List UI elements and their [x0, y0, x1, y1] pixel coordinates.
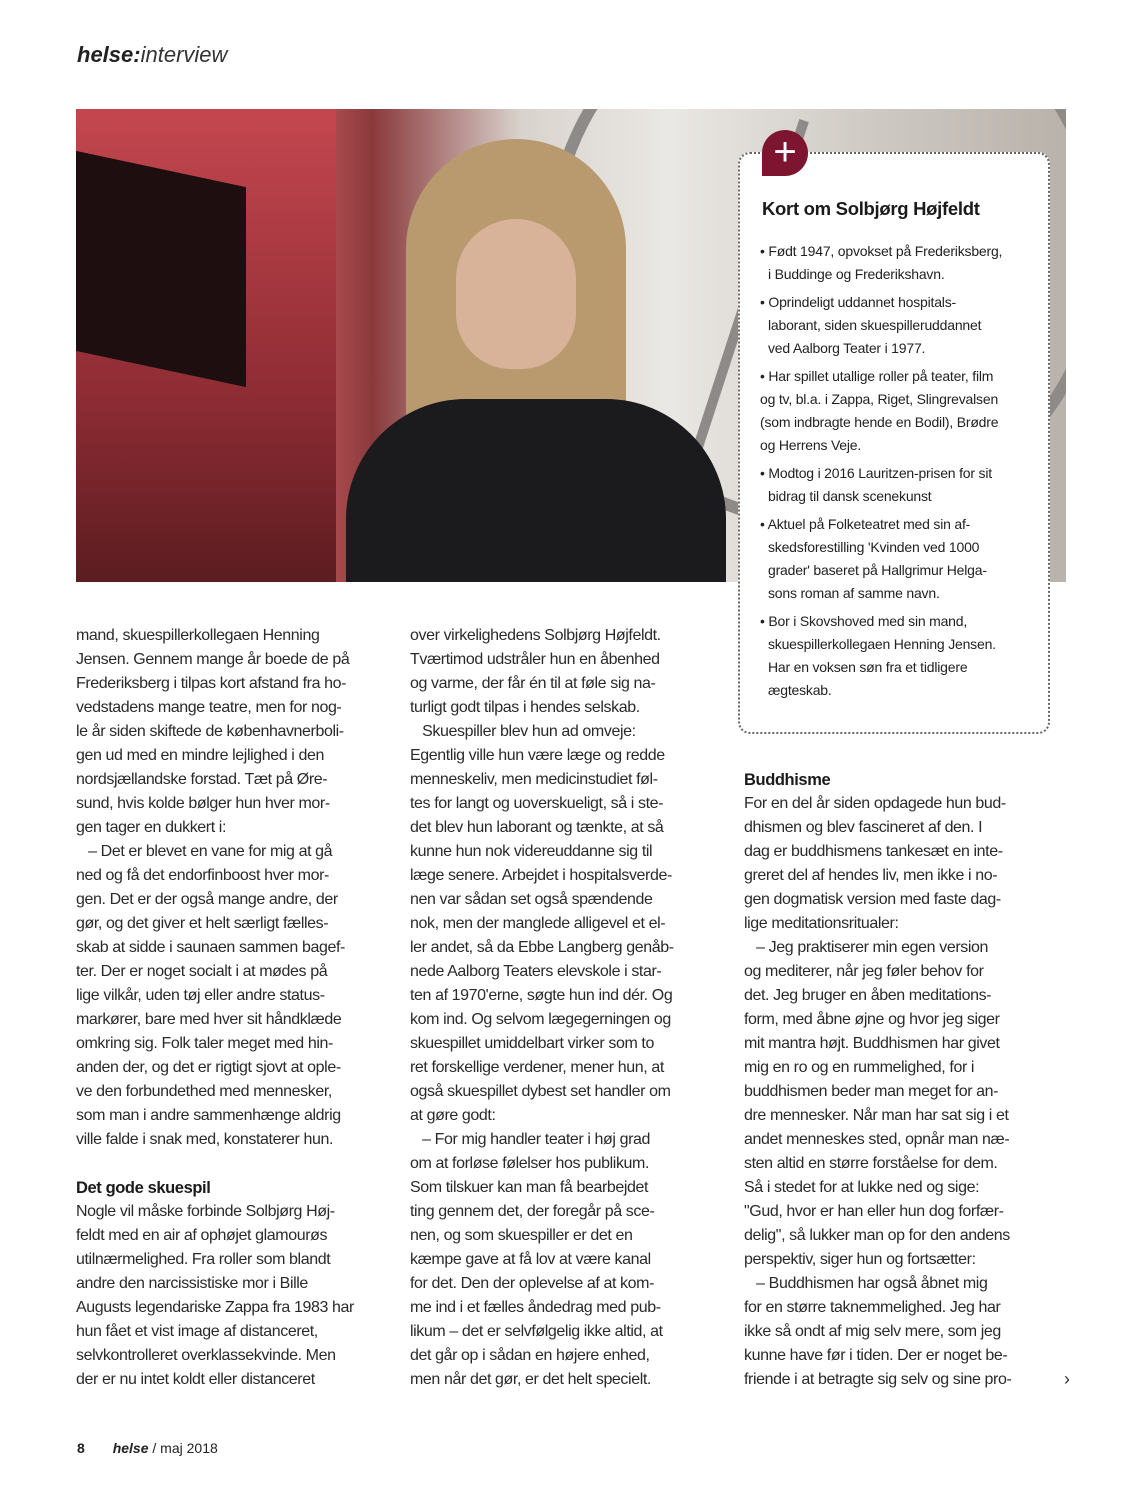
body-text-line: selvkontrolleret overklassekvinde. Men [76, 1347, 336, 1364]
fact-line: • Aktuel på Folketeatret med sin af- [760, 516, 971, 532]
fact-line: og tv, bl.a. i Zappa, Riget, Slingrevalsen [760, 391, 999, 407]
fact-item [760, 291, 1040, 360]
fact-item [760, 365, 1040, 457]
body-text-line: Skuespiller blev hun ad omveje: [410, 723, 636, 740]
body-text-line: me ind i et fælles åndedrag med pub- [410, 1299, 661, 1316]
column-2 [410, 624, 736, 1392]
chevron-right-icon: › [1064, 1369, 1070, 1389]
body-text-line: – Det er blevet en vane for mig at gå [76, 843, 333, 860]
body-text-line: ret forskellige verdener, mener hun, at [410, 1059, 664, 1076]
body-text-line: mand, skuespillerkollegaen Henning [76, 627, 320, 644]
body-text-line: hun fået et vist image af distanceret, [76, 1323, 318, 1340]
fact-line: • Født 1947, opvokset på Frederiksberg, [760, 243, 1003, 259]
body-text-line: andet menneskes sted, opnår man næ- [744, 1131, 1010, 1148]
subheading-buddhisme: Buddhisme [744, 771, 831, 789]
section-label: helse: [77, 42, 141, 67]
fact-line: • Modtog i 2016 Lauritzen-prisen for sit [760, 465, 992, 481]
body-text-line: likum – det er selvfølgelig ikke altid, at [410, 1323, 663, 1340]
body-text-line: dre mennesker. Når man har sat sig i et [744, 1107, 1009, 1124]
body-text-line: lige meditationsritualer: [744, 915, 899, 932]
subsection-label: interview [140, 42, 228, 67]
body-text-line: det. Jeg bruger en åben meditations- [744, 987, 992, 1004]
body-text-line: gen dogmatisk version med faste dag- [744, 891, 1001, 908]
subheading-det-gode-skuespil: Det gode skuespil [76, 1179, 211, 1197]
column-1 [76, 624, 402, 1392]
body-text-line: vedstadens mange teatre, men for nog- [76, 699, 342, 716]
body-text-line: Augusts legendariske Zappa fra 1983 har [76, 1299, 354, 1316]
body-text-line: Jensen. Gennem mange år boede de på [76, 651, 350, 668]
body-text-line: Så i stedet for at lukke ned og sige: [744, 1179, 980, 1196]
body-text-line: menneskeliv, men medicinstudiet føl- [410, 771, 658, 788]
body-text-line: over virkelighedens Solbjørg Højfeldt. [410, 627, 661, 644]
fact-line: i Buddinge og Frederikshavn. [768, 266, 945, 282]
body-text-line: omkring sig. Folk taler meget med hin- [76, 1035, 333, 1052]
body-text-line: andre den narcissistiske mor i Bille [76, 1275, 308, 1292]
body-text-line: Tværtimod udstråler hun en åbenhed [410, 651, 660, 668]
body-text-line: læge senere. Arbejdet i hospitalsverde- [410, 867, 672, 884]
body-text-line: dag er buddhismens tankesæt en inte- [744, 843, 1003, 860]
body-text-line: ve den forbundethed med mennesker, [76, 1083, 332, 1100]
fact-line: ægteskab. [768, 682, 832, 698]
body-text-line: mit mantra højt. Buddhismen har givet [744, 1035, 1000, 1052]
body-text-line: gør, og det giver et helt særligt fælles- [76, 915, 329, 932]
body-text-line: Egentlig ville hun være læge og redde [410, 747, 665, 764]
fact-line: grader' baseret på Hallgrimur Helga- [768, 562, 987, 578]
body-text-line: friende i at betragte sig selv og sine pro- [744, 1371, 1012, 1388]
fact-box [738, 152, 1050, 734]
fact-line: Har en voksen søn fra et tidligere [768, 659, 968, 675]
page-number: 8 [77, 1440, 85, 1456]
body-text-line: greret del af hendes liv, men ikke i no- [744, 867, 998, 884]
section-kicker [77, 42, 227, 68]
body-text-line: men når det gør, er det helt specielt. [410, 1371, 651, 1388]
fact-line: • Bor i Skovshoved med sin mand, [760, 613, 968, 629]
body-text-line: ler andet, så da Ebbe Langberg genåb- [410, 939, 674, 956]
body-text-line: kom ind. Og selvom lægegerningen og [410, 1011, 671, 1028]
footer-brand: helse [112, 1440, 149, 1456]
fact-line: skuespillerkollegaen Henning Jensen. [768, 636, 996, 652]
body-text-line: feldt med en air af ophøjet glamourøs [76, 1227, 328, 1244]
body-text-line: – For mig handler teater i høj grad [410, 1131, 651, 1148]
fact-line: sons roman af samme navn. [768, 585, 940, 601]
body-text-line: sund, hvis kolde bølger hun hver mor- [76, 795, 330, 812]
body-text-line: for en større taknemmelighed. Jeg har [744, 1299, 1001, 1316]
body-text-line: kunne have før i tiden. Der er noget be- [744, 1347, 1008, 1364]
body-text-line: form, med åbne øjne og hvor jeg siger [744, 1011, 1000, 1028]
body-text-line: der er nu intet koldt eller distanceret [76, 1371, 315, 1388]
body-text-line: ter. Der er noget socialt i at mødes på [76, 963, 328, 980]
fact-list [760, 240, 1040, 707]
fact-line: ved Aalborg Teater i 1977. [768, 340, 926, 356]
fact-item [760, 240, 1040, 286]
issue-date: / maj 2018 [152, 1440, 218, 1456]
fact-line: bidrag til dansk scenekunst [768, 488, 932, 504]
body-text-line: buddhismen beder man meget for an- [744, 1083, 999, 1100]
body-text-line: for det. Den der oplevelse af at kom- [410, 1275, 654, 1292]
body-text-line: Nogle vil måske forbinde Solbjørg Høj- [76, 1203, 335, 1220]
body-text-line: markører, bare med hver sit håndklæde [76, 1011, 342, 1028]
body-text-line: og mediterer, når jeg føler behov for [744, 963, 984, 980]
body-text-line: ikke så ondt af mig selv mere, som jeg [744, 1323, 1001, 1340]
fact-line: (som indbragte hende en Bodil), Brødre [760, 414, 999, 430]
fact-line: • Oprindeligt uddannet hospitals- [760, 294, 956, 310]
body-text-line: Frederiksberg i tilpas kort afstand fra ho- [76, 675, 347, 692]
body-text-line: ville falde i snak med, konstaterer hun. [76, 1131, 334, 1148]
fact-box-title: Kort om Solbjørg Højfeldt [762, 198, 980, 219]
body-text-line: "Gud, hvor er han eller hun dog forfær- [744, 1203, 1004, 1220]
body-text-line: skuespillet umiddelbart virker som to [410, 1035, 654, 1052]
body-text-line: delig", så lukker man op for den andens [744, 1227, 1010, 1244]
body-text-line: kæmpe gave at få lov at være kanal [410, 1251, 651, 1268]
fact-line: • Har spillet utallige roller på teater, film [760, 368, 994, 384]
fact-item [760, 610, 1040, 702]
body-text-line: og varme, der får én til at føle sig na- [410, 675, 656, 692]
body-text-line: også skuespillet dybest set handler om [410, 1083, 671, 1100]
body-text-line: nordsjællandske forstad. Tæt på Øre- [76, 771, 328, 788]
body-text-line: skab at sidde i saunaen sammen bagef- [76, 939, 345, 956]
page-footer [77, 1440, 218, 1456]
body-text-line: perspektiv, siger hun og fortsætter: [744, 1251, 976, 1268]
fact-item [760, 513, 1040, 605]
body-text-line: ned og få det endorfinboost hver mor- [76, 867, 329, 884]
body-text-line: kunne hun nok videreuddanne sig til [410, 843, 653, 860]
body-text-line: ting gennem det, der foregår på sce- [410, 1203, 655, 1220]
body-text-line: dhismen og blev fascineret af den. I [744, 819, 983, 836]
fact-item [760, 462, 1040, 508]
body-text-line: Som tilskuer kan man få bearbejdet [410, 1179, 649, 1196]
body-text-line: le år siden skiftede de københavnerboli- [76, 723, 344, 740]
body-text-line: – Buddhismen har også åbnet mig [744, 1275, 988, 1292]
body-text-line: som man i andre sammenhænge aldrig [76, 1107, 341, 1124]
body-text-line: sten altid en større forståelse for dem. [744, 1155, 998, 1172]
fact-line: skedsforestilling 'Kvinden ved 1000 [768, 539, 980, 555]
body-text-line: gen tager en dukkert i: [76, 819, 227, 836]
body-text-line: det går op i sådan en højere enhed, [410, 1347, 650, 1364]
body-text-line: at gøre godt: [410, 1107, 496, 1124]
body-text-line: lige vilkår, uden tøj eller andre status- [76, 987, 325, 1004]
fact-line: laborant, siden skuespilleruddannet [768, 317, 982, 333]
body-text-line: tes for langt og uoverskueligt, så i ste- [410, 795, 664, 812]
body-text-line: turligt godt tilpas i hendes selskab. [410, 699, 640, 716]
body-text-line: nen var sådan set også spændende [410, 891, 653, 908]
body-text-line: – Jeg praktiserer min egen version [744, 939, 988, 956]
body-text-line: ten af 1970'erne, søgte hun ind dér. Og [410, 987, 673, 1004]
body-text-line: mig en ro og en rummelighed, for i [744, 1059, 975, 1076]
body-text-line: gen. Det er der også mange andre, der [76, 891, 338, 908]
body-text-line: det blev hun laborant og tænkte, at så [410, 819, 664, 836]
body-text-line: utilnærmelighed. Fra roller som blandt [76, 1251, 331, 1268]
body-text-line: nede Aalborg Teaters elevskole i star- [410, 963, 662, 980]
body-text-line: nok, men der manglede alligevel et el- [410, 915, 666, 932]
body-text-line: om at forløse følelser hos publikum. [410, 1155, 650, 1172]
column-3 [744, 768, 1054, 1392]
body-text-line: nen, og som skuespiller er det en [410, 1227, 633, 1244]
body-text-line: gen ud med en mindre lejlighed i den [76, 747, 324, 764]
body-text-line: anden der, og det er rigtigt sjovt at ople- [76, 1059, 341, 1076]
body-text-line: For en del år siden opdagede hun bud- [744, 795, 1006, 812]
plus-icon: + [762, 130, 808, 176]
fact-line: og Herrens Veje. [760, 437, 862, 453]
